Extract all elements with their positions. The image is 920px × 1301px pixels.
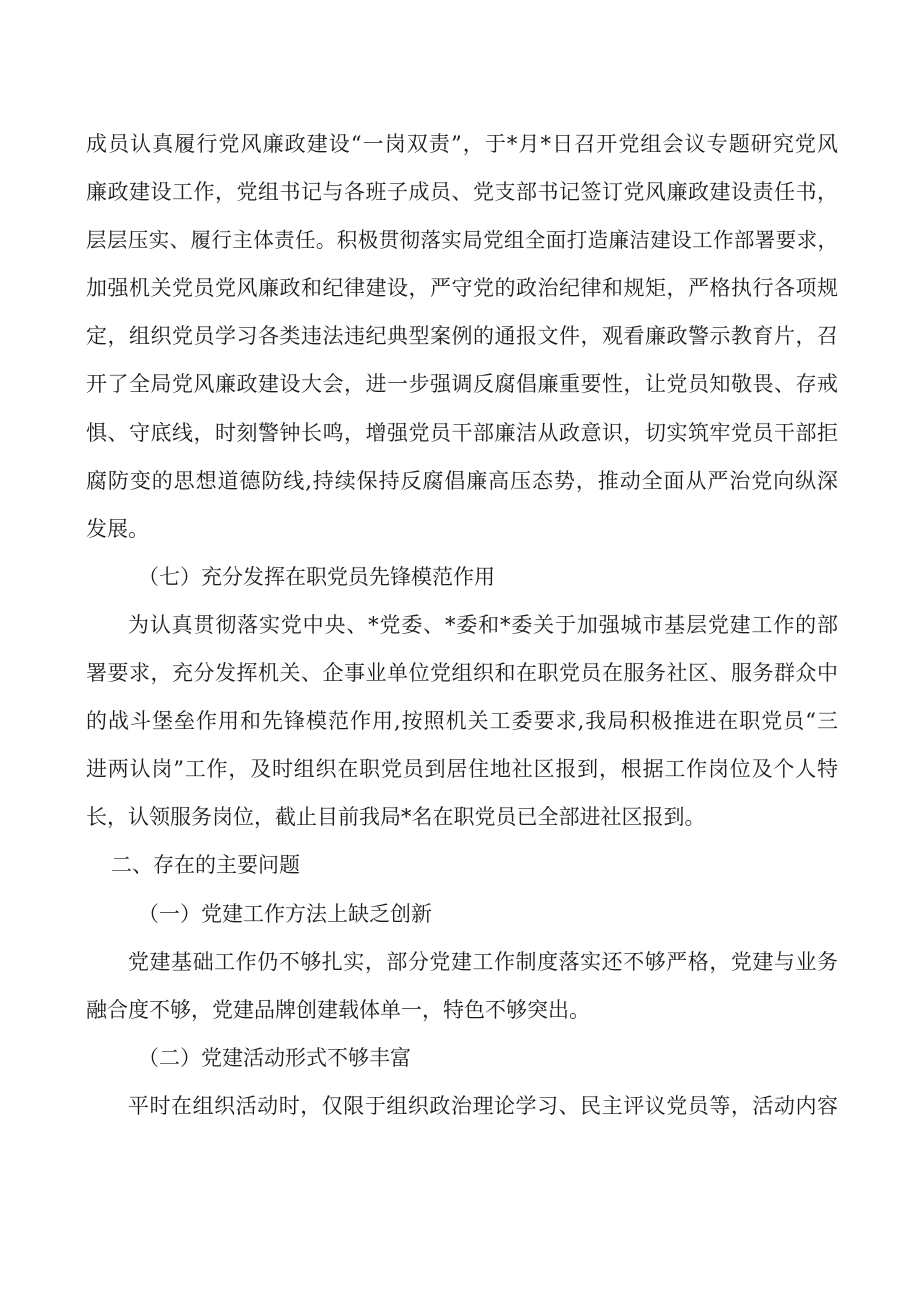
document-body [86,120,838,1130]
text-line: 成员认真履行党风廉政建设“一岗双责”，于*月*日召开党组会议专题研究党风 [86,132,838,156]
text-line: 署要求，充分发挥机关、企事业单位党组织和在职党员在服务社区、服务群众中 [86,661,838,686]
text-line: 层层压实、履行主体责任。积极贯彻落实局党组全面打造廉洁建设工作部署要求， [86,228,838,253]
text-line: （一）党建工作方法上缺乏创新 [138,901,432,926]
text-line: 腐防变的思想道德防线,持续保持反腐倡廉高压态势，推动全面从严治党向纵深 [86,468,838,493]
text-line: 惧、守底线，时刻警钟长鸣，增强党员干部廉洁从政意识，切实筑牢党员干部拒 [86,420,838,445]
text-line: 长，认领服务岗位，截止目前我局*名在职党员已全部进社区报到。 [86,805,706,830]
text-line: 的战斗堡垒作用和先锋模范作用,按照机关工委要求,我局积极推进在职党员“三 [86,709,838,734]
text-line: 加强机关党员党风廉政和纪律建设，严守党的政治纪律和规矩，严格执行各项规 [86,276,838,301]
text-line: （二）党建活动形式不够丰富 [138,1045,411,1070]
text-line: 二、存在的主要问题 [111,853,300,878]
text-line: 党建基础工作仍不够扎实，部分党建工作制度落实还不够严格，党建与业务 [128,949,838,974]
text-line: （七）充分发挥在职党员先锋模范作用 [138,564,495,589]
text-line: 为认真贯彻落实党中央、*党委、*委和*委关于加强城市基层党建工作的部 [128,612,838,637]
text-line: 开了全局党风廉政建设大会，进一步强调反腐倡廉重要性，让党员知敬畏、存戒 [86,372,838,397]
text-line: 进两认岗”工作，及时组织在职党员到居住地社区报到，根据工作岗位及个人特 [86,757,838,782]
text-line: 廉政建设工作，党组书记与各班子成员、党支部书记签订党风廉政建设责任书， [86,180,838,205]
text-line: 发展。 [86,516,149,541]
text-line: 定，组织党员学习各类违法违纪典型案例的通报文件，观看廉政警示教育片，召 [86,324,838,349]
text-line: 平时在组织活动时，仅限于组织政治理论学习、民主评议党员等，活动内容 [128,1093,838,1118]
text-line: 融合度不够，党建品牌创建载体单一，特色不够突出。 [86,997,590,1022]
